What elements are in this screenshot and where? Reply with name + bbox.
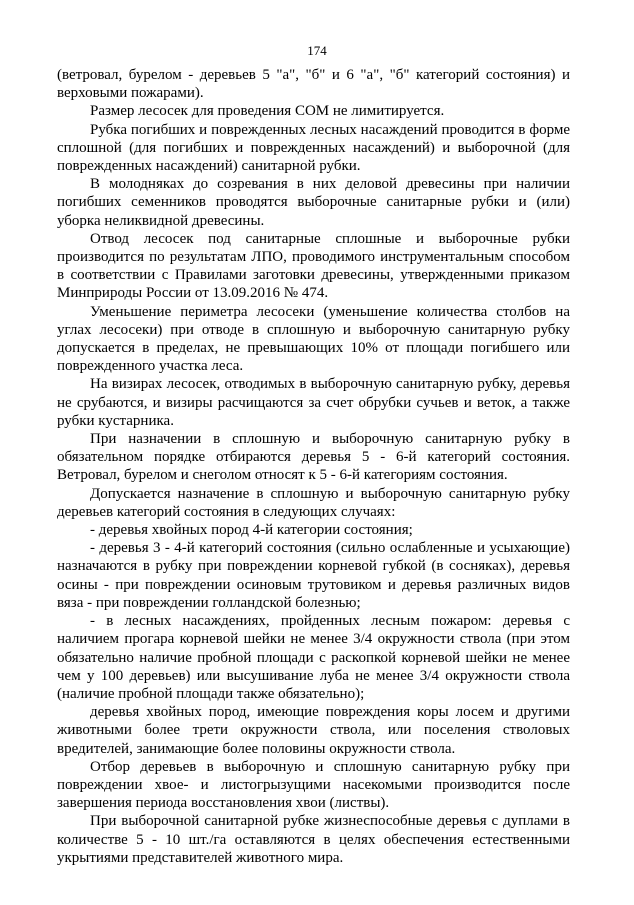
paragraph: Рубка погибших и поврежденных лесных насаждений проводится в форме сплошной (для погибших и поврежденных насаждений) и выборочной (для поврежденных насаждений) санитарной рубки. bbox=[57, 121, 570, 175]
paragraph: В молодняках до созревания в них деловой древесины при наличии погибших семенников проводятся выборочные санитарные рубки и (или) уборка неликвидной древесины. bbox=[57, 176, 570, 229]
paragraph: деревья хвойных пород, имеющие повреждения коры лосем и другими животными более трети окружности ствола, или поселения стволовых вредителей, занимающие более половины окружности ствола. bbox=[57, 704, 570, 757]
list-item: - в лесных насаждениях, пройденных лесным пожаром: деревья с наличием прогара корневой шейки не менее 3/4 окружности ствола (при этом обязательно наличие пробной площади с раскопкой корневой шейки не менее чем у 100 деревьев) или высушивание луба не менее 3/4 окружности ствола (наличие пробной площади также обязательно); bbox=[57, 613, 570, 702]
paragraph: На визирах лесосек, отводимых в выборочную санитарную рубку, деревья не срубаются, и визиры расчищаются за счет обрубки сучьев и веток, а также рубки кустарника. bbox=[57, 376, 570, 429]
paragraph: При назначении в сплошную и выборочную санитарную рубку в обязательном порядке отбираются деревья 5 - 6-й категорий состояния. Ветровал, бурелом и снеголом относят к 5 - 6-й категориям состояния. bbox=[57, 431, 570, 484]
paragraph: При выборочной санитарной рубке жизнеспособные деревья с дуплами в количестве 5 - 10 шт./га оставляются в целях обеспечения естественными укрытиями представителей животного мира. bbox=[57, 813, 570, 866]
list-item: - деревья 3 - 4-й категорий состояния (сильно ослабленные и усыхающие) назначаются в рубку при повреждении корневой губкой (в сосняках), деревья осины - при повреждении осиновым трутовиком и деревья различных видов вяза - при повреждении голландской болезнью; bbox=[57, 540, 570, 611]
paragraph: Уменьшение периметра лесосеки (уменьшение количества столбов на углах лесосеки) при отводе в сплошную и выборочную санитарную рубку допускается в пределах, не превышающих 10% от площади погибшего или поврежденного участка леса. bbox=[57, 303, 570, 375]
page-number: 174 bbox=[307, 43, 327, 58]
list-item: - деревья хвойных пород 4-й категории состояния; bbox=[90, 522, 413, 539]
document-body bbox=[57, 66, 570, 867]
paragraph: (ветровал, бурелом - деревьев 5 "а", "б" и 6 "а", "б" категорий состояния) и верховыми пожарами). bbox=[57, 67, 570, 102]
paragraph: Допускается назначение в сплошную и выборочную санитарную рубку деревьев категорий состояния в следующих случаях: bbox=[57, 485, 570, 520]
paragraph: Отвод лесосек под санитарные сплошные и выборочные рубки производится по результатам ЛПО, проводимого инструментальным способом в соответствии с Правилами заготовки древесины, утвержденными приказом Минприроды России от 13.09.2016 № 474. bbox=[57, 230, 570, 302]
paragraph: Размер лесосек для проведения СОМ не лимитируется. bbox=[90, 103, 445, 120]
paragraph: Отбор деревьев в выборочную и сплошную санитарную рубку при повреждении хвое- и листогрызущими насекомыми производится после завершения периода восстановления хвои (листвы). bbox=[57, 758, 570, 812]
